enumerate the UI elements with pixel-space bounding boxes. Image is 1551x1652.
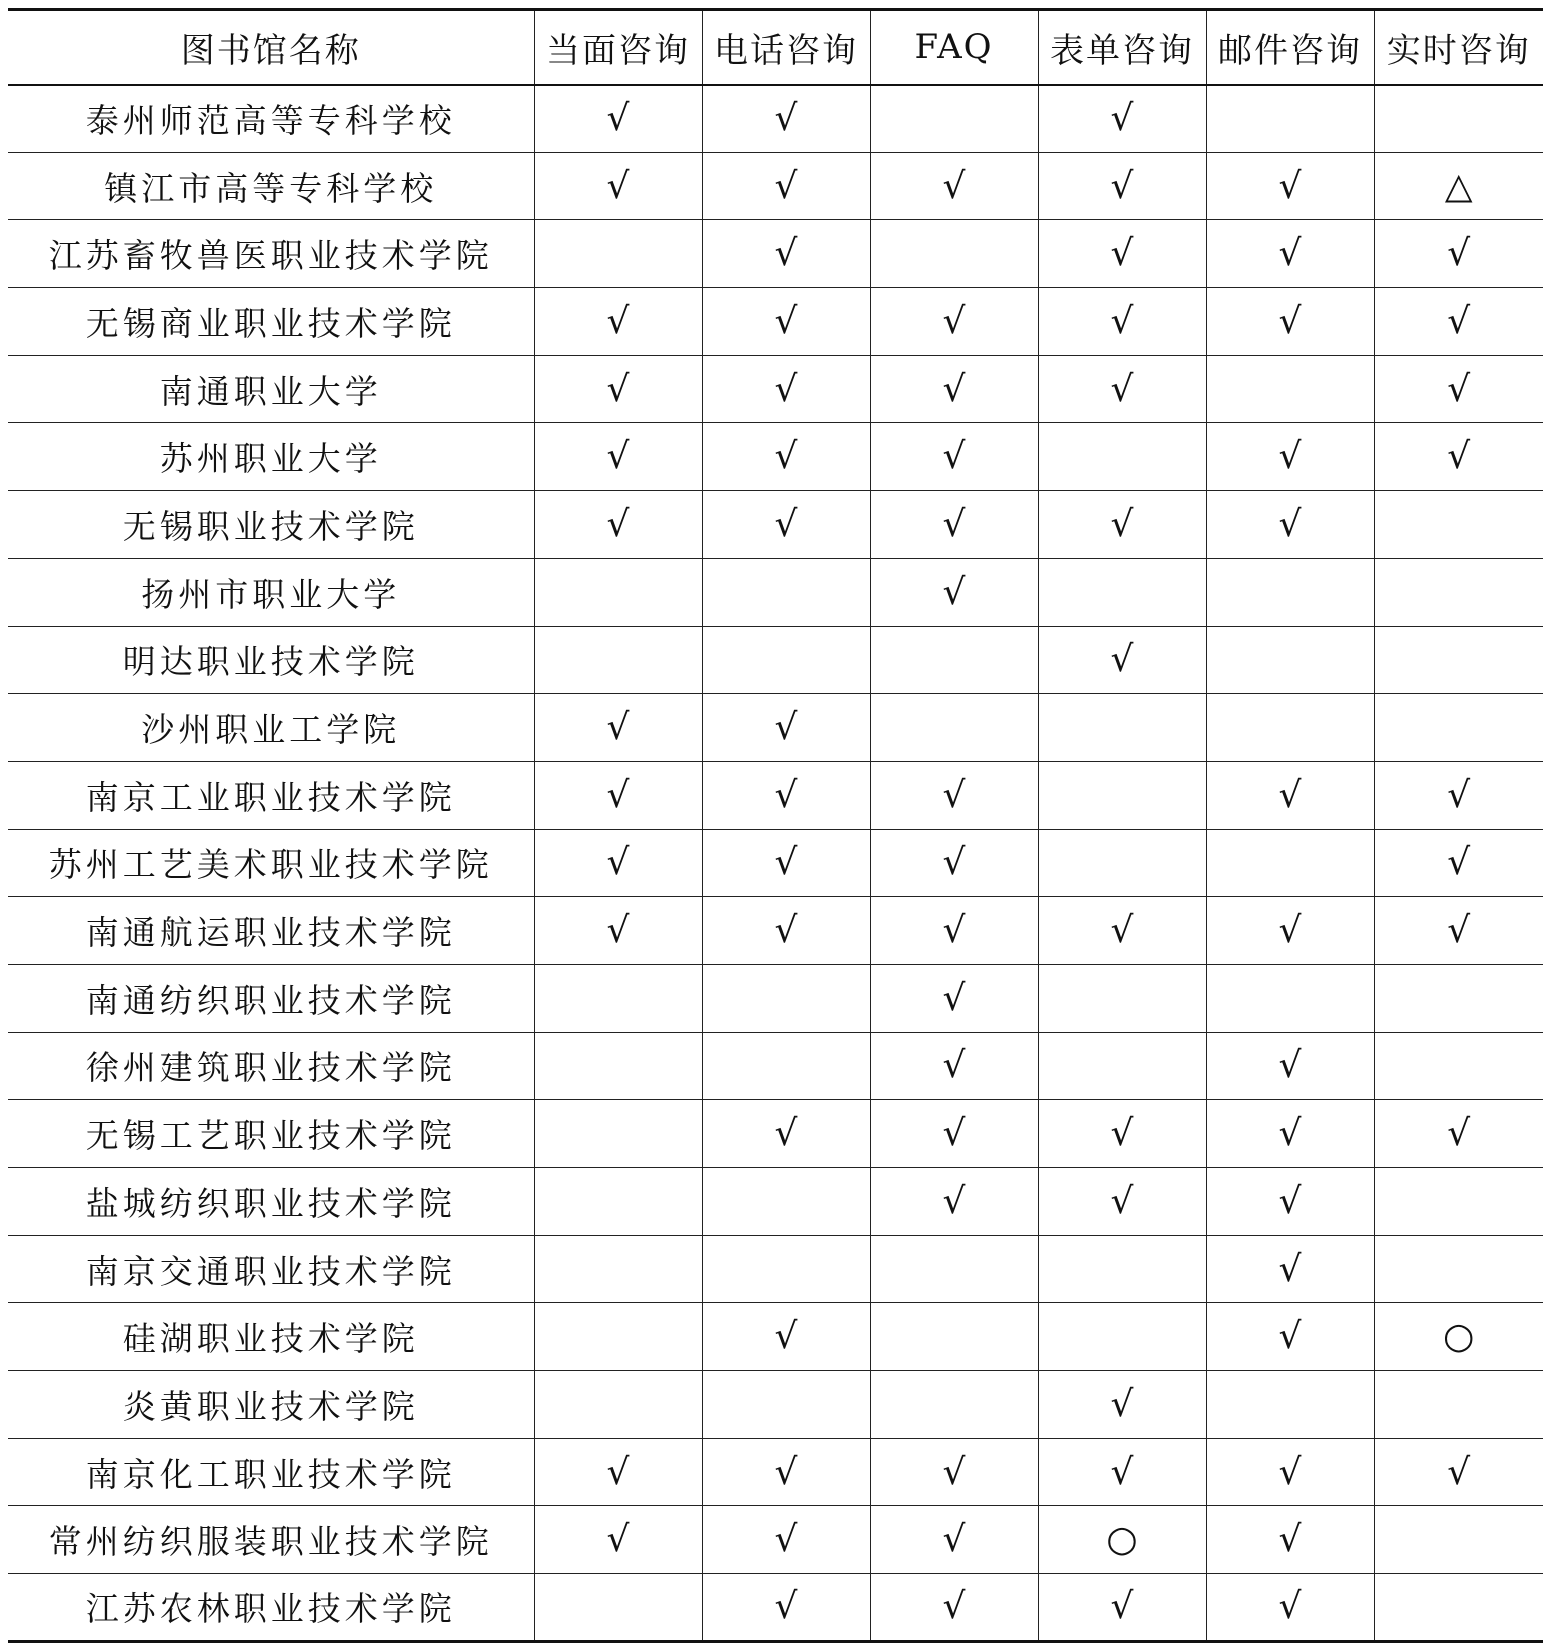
- library-name-cell: 南京化工职业技术学院: [8, 1438, 534, 1506]
- mark-cell-in-person: √: [534, 694, 702, 762]
- mark-cell-realtime: [1374, 491, 1543, 559]
- mark-cell-phone: √: [702, 85, 870, 153]
- mark-cell-in-person: √: [534, 152, 702, 220]
- header-form: 表单咨询: [1038, 10, 1206, 85]
- library-name-cell: 盐城纺织职业技术学院: [8, 1168, 534, 1236]
- mark-cell-in-person: √: [534, 761, 702, 829]
- mark-cell-realtime: √: [1374, 829, 1543, 897]
- mark-cell-faq: √: [870, 1032, 1038, 1100]
- mark-cell-in-person: [534, 1371, 702, 1439]
- mark-cell-email: √: [1206, 1303, 1374, 1371]
- header-row: [8, 10, 1543, 85]
- mark-cell-form: √: [1038, 491, 1206, 559]
- mark-cell-email: [1206, 829, 1374, 897]
- mark-cell-phone: [702, 1371, 870, 1439]
- library-name-cell: 常州纺织服装职业技术学院: [8, 1506, 534, 1574]
- header-realtime: 实时咨询: [1374, 10, 1543, 85]
- mark-cell-email: √: [1206, 288, 1374, 356]
- mark-cell-in-person: [534, 626, 702, 694]
- mark-cell-phone: √: [702, 1506, 870, 1574]
- mark-cell-phone: √: [702, 355, 870, 423]
- header-in-person: 当面咨询: [534, 10, 702, 85]
- mark-cell-realtime: √: [1374, 288, 1543, 356]
- mark-cell-in-person: [534, 220, 702, 288]
- table-row: [8, 626, 1543, 694]
- table-row: [8, 1574, 1543, 1642]
- mark-cell-phone: √: [702, 423, 870, 491]
- library-name-cell: 南通航运职业技术学院: [8, 897, 534, 965]
- mark-cell-form: √: [1038, 220, 1206, 288]
- table-row: [8, 1506, 1543, 1574]
- mark-cell-form: √: [1038, 1100, 1206, 1168]
- mark-cell-phone: √: [702, 829, 870, 897]
- mark-cell-form: √: [1038, 1168, 1206, 1236]
- mark-cell-email: [1206, 85, 1374, 153]
- mark-cell-form: [1038, 829, 1206, 897]
- mark-cell-form: [1038, 694, 1206, 762]
- mark-cell-phone: [702, 964, 870, 1032]
- library-name-cell: 无锡商业职业技术学院: [8, 288, 534, 356]
- table-row: [8, 1032, 1543, 1100]
- library-name-cell: 炎黄职业技术学院: [8, 1371, 534, 1439]
- library-name-cell: 徐州建筑职业技术学院: [8, 1032, 534, 1100]
- mark-cell-phone: √: [702, 491, 870, 559]
- mark-cell-faq: √: [870, 355, 1038, 423]
- mark-cell-realtime: √: [1374, 423, 1543, 491]
- mark-cell-email: √: [1206, 1574, 1374, 1642]
- header-faq: FAQ: [870, 10, 1038, 85]
- mark-cell-form: √: [1038, 1574, 1206, 1642]
- library-name-cell: 扬州市职业大学: [8, 558, 534, 626]
- mark-cell-form: ○: [1038, 1506, 1206, 1574]
- mark-cell-email: √: [1206, 1100, 1374, 1168]
- mark-cell-in-person: √: [534, 355, 702, 423]
- mark-cell-faq: √: [870, 1168, 1038, 1236]
- mark-cell-email: √: [1206, 897, 1374, 965]
- mark-cell-email: √: [1206, 220, 1374, 288]
- mark-cell-in-person: [534, 1303, 702, 1371]
- mark-cell-faq: √: [870, 829, 1038, 897]
- mark-cell-phone: √: [702, 1303, 870, 1371]
- mark-cell-form: [1038, 964, 1206, 1032]
- mark-cell-in-person: √: [534, 491, 702, 559]
- mark-cell-realtime: [1374, 558, 1543, 626]
- mark-cell-realtime: [1374, 1371, 1543, 1439]
- mark-cell-realtime: △: [1374, 152, 1543, 220]
- mark-cell-faq: √: [870, 964, 1038, 1032]
- mark-cell-form: [1038, 1235, 1206, 1303]
- mark-cell-faq: [870, 694, 1038, 762]
- mark-cell-in-person: [534, 1574, 702, 1642]
- mark-cell-email: [1206, 1371, 1374, 1439]
- mark-cell-form: √: [1038, 1371, 1206, 1439]
- mark-cell-phone: [702, 1168, 870, 1236]
- table-row: [8, 1371, 1543, 1439]
- mark-cell-realtime: [1374, 964, 1543, 1032]
- mark-cell-realtime: √: [1374, 761, 1543, 829]
- mark-cell-faq: [870, 1303, 1038, 1371]
- mark-cell-realtime: √: [1374, 1100, 1543, 1168]
- library-name-cell: 苏州工艺美术职业技术学院: [8, 829, 534, 897]
- mark-cell-realtime: [1374, 1506, 1543, 1574]
- mark-cell-in-person: [534, 964, 702, 1032]
- mark-cell-form: √: [1038, 897, 1206, 965]
- mark-cell-in-person: √: [534, 288, 702, 356]
- table-row: [8, 288, 1543, 356]
- mark-cell-in-person: [534, 1235, 702, 1303]
- mark-cell-email: [1206, 626, 1374, 694]
- mark-cell-in-person: √: [534, 1506, 702, 1574]
- library-name-cell: 无锡工艺职业技术学院: [8, 1100, 534, 1168]
- mark-cell-email: √: [1206, 1235, 1374, 1303]
- mark-cell-form: [1038, 423, 1206, 491]
- mark-cell-faq: √: [870, 1100, 1038, 1168]
- mark-cell-email: √: [1206, 1032, 1374, 1100]
- table-row: [8, 694, 1543, 762]
- mark-cell-in-person: [534, 1100, 702, 1168]
- mark-cell-realtime: [1374, 1235, 1543, 1303]
- mark-cell-faq: √: [870, 1438, 1038, 1506]
- library-name-cell: 苏州职业大学: [8, 423, 534, 491]
- header-library-name: 图书馆名称: [8, 10, 534, 85]
- library-name-cell: 南京交通职业技术学院: [8, 1235, 534, 1303]
- table-row: [8, 897, 1543, 965]
- mark-cell-faq: [870, 1235, 1038, 1303]
- mark-cell-phone: √: [702, 1100, 870, 1168]
- mark-cell-faq: √: [870, 491, 1038, 559]
- mark-cell-in-person: √: [534, 829, 702, 897]
- mark-cell-realtime: √: [1374, 1438, 1543, 1506]
- mark-cell-phone: √: [702, 220, 870, 288]
- table-row: [8, 355, 1543, 423]
- mark-cell-faq: √: [870, 288, 1038, 356]
- mark-cell-in-person: [534, 558, 702, 626]
- mark-cell-email: [1206, 694, 1374, 762]
- mark-cell-form: √: [1038, 288, 1206, 356]
- mark-cell-faq: √: [870, 897, 1038, 965]
- mark-cell-phone: √: [702, 1438, 870, 1506]
- mark-cell-realtime: √: [1374, 220, 1543, 288]
- mark-cell-in-person: √: [534, 85, 702, 153]
- mark-cell-form: [1038, 761, 1206, 829]
- mark-cell-form: [1038, 1032, 1206, 1100]
- mark-cell-realtime: [1374, 1032, 1543, 1100]
- table-row: [8, 220, 1543, 288]
- mark-cell-realtime: [1374, 85, 1543, 153]
- library-name-cell: 明达职业技术学院: [8, 626, 534, 694]
- mark-cell-phone: √: [702, 897, 870, 965]
- table-row: [8, 423, 1543, 491]
- table-header: [8, 10, 1543, 85]
- mark-cell-faq: √: [870, 1506, 1038, 1574]
- mark-cell-email: √: [1206, 1168, 1374, 1236]
- library-name-cell: 江苏畜牧兽医职业技术学院: [8, 220, 534, 288]
- library-name-cell: 南京工业职业技术学院: [8, 761, 534, 829]
- mark-cell-realtime: [1374, 694, 1543, 762]
- table-row: [8, 761, 1543, 829]
- table-row: [8, 1303, 1543, 1371]
- mark-cell-email: √: [1206, 761, 1374, 829]
- mark-cell-in-person: √: [534, 1438, 702, 1506]
- mark-cell-form: √: [1038, 1438, 1206, 1506]
- library-name-cell: 硅湖职业技术学院: [8, 1303, 534, 1371]
- mark-cell-email: √: [1206, 1438, 1374, 1506]
- mark-cell-phone: [702, 558, 870, 626]
- mark-cell-form: √: [1038, 626, 1206, 694]
- mark-cell-faq: [870, 1371, 1038, 1439]
- mark-cell-in-person: [534, 1168, 702, 1236]
- mark-cell-phone: √: [702, 1574, 870, 1642]
- library-name-cell: 江苏农林职业技术学院: [8, 1574, 534, 1642]
- library-name-cell: 无锡职业技术学院: [8, 491, 534, 559]
- library-name-cell: 泰州师范高等专科学校: [8, 85, 534, 153]
- mark-cell-realtime: √: [1374, 355, 1543, 423]
- mark-cell-phone: [702, 626, 870, 694]
- mark-cell-form: √: [1038, 152, 1206, 220]
- mark-cell-realtime: ○: [1374, 1303, 1543, 1371]
- mark-cell-email: [1206, 355, 1374, 423]
- library-name-cell: 镇江市高等专科学校: [8, 152, 534, 220]
- mark-cell-faq: √: [870, 1574, 1038, 1642]
- mark-cell-email: √: [1206, 423, 1374, 491]
- mark-cell-email: [1206, 964, 1374, 1032]
- table-row: [8, 558, 1543, 626]
- table-row: [8, 1438, 1543, 1506]
- mark-cell-phone: [702, 1032, 870, 1100]
- header-phone: 电话咨询: [702, 10, 870, 85]
- library-name-cell: 南通职业大学: [8, 355, 534, 423]
- mark-cell-faq: [870, 220, 1038, 288]
- table-row: [8, 491, 1543, 559]
- mark-cell-faq: √: [870, 558, 1038, 626]
- mark-cell-faq: [870, 626, 1038, 694]
- mark-cell-email: [1206, 558, 1374, 626]
- mark-cell-phone: √: [702, 694, 870, 762]
- mark-cell-realtime: √: [1374, 897, 1543, 965]
- table-row: [8, 1168, 1543, 1236]
- mark-cell-form: √: [1038, 355, 1206, 423]
- mark-cell-email: √: [1206, 491, 1374, 559]
- table-row: [8, 85, 1543, 153]
- mark-cell-in-person: √: [534, 423, 702, 491]
- mark-cell-faq: √: [870, 152, 1038, 220]
- mark-cell-in-person: √: [534, 897, 702, 965]
- mark-cell-in-person: [534, 1032, 702, 1100]
- mark-cell-faq: √: [870, 423, 1038, 491]
- table-body: [8, 85, 1543, 1642]
- table-row: [8, 152, 1543, 220]
- mark-cell-form: [1038, 1303, 1206, 1371]
- mark-cell-form: [1038, 558, 1206, 626]
- mark-cell-realtime: [1374, 626, 1543, 694]
- mark-cell-phone: √: [702, 152, 870, 220]
- table-row: [8, 829, 1543, 897]
- mark-cell-form: √: [1038, 85, 1206, 153]
- table-row: [8, 964, 1543, 1032]
- mark-cell-phone: [702, 1235, 870, 1303]
- mark-cell-phone: √: [702, 761, 870, 829]
- mark-cell-realtime: [1374, 1168, 1543, 1236]
- library-name-cell: 沙州职业工学院: [8, 694, 534, 762]
- mark-cell-faq: √: [870, 761, 1038, 829]
- mark-cell-email: √: [1206, 152, 1374, 220]
- library-name-cell: 南通纺织职业技术学院: [8, 964, 534, 1032]
- mark-cell-phone: √: [702, 288, 870, 356]
- header-email: 邮件咨询: [1206, 10, 1374, 85]
- mark-cell-faq: [870, 85, 1038, 153]
- table-container: [8, 8, 1543, 1643]
- table-row: [8, 1235, 1543, 1303]
- table-row: [8, 1100, 1543, 1168]
- mark-cell-email: √: [1206, 1506, 1374, 1574]
- mark-cell-realtime: [1374, 1574, 1543, 1642]
- library-consultation-table: [8, 8, 1543, 1643]
